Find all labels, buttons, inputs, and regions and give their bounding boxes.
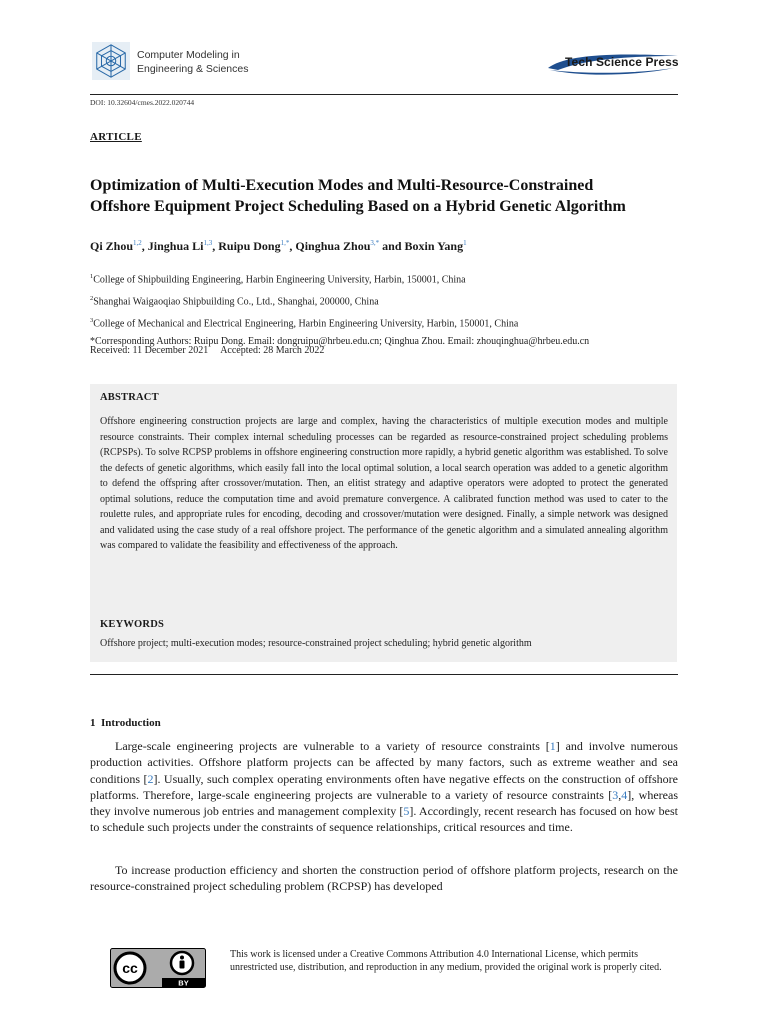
citation-link[interactable]: 1 [549,739,556,753]
affiliation-num: 3 [90,316,94,324]
cc-by-license-icon[interactable] [110,948,206,988]
by-text: BY [178,978,189,988]
journal-name-line1: Computer Modeling in [137,49,240,61]
affiliation-text: College of Shipbuilding Engineering, Harbin Engineering University, Harbin, 150001, China [93,274,466,286]
doi[interactable]: DOI: 10.32604/cmes.2022.020744 [90,98,195,107]
author-affil-sup[interactable]: 1,3 [203,239,213,247]
author-name: Qinghua Zhou [295,239,371,253]
abstract-heading: ABSTRACT [100,392,159,403]
paragraph-text: , [618,787,622,802]
paragraph-text: ]. Accordingly, recent research has focused on how best to schedule such projects under the constraints of sequence relationships, critical resources and time. [90,804,679,835]
affiliation-text: Shanghai Waigaoqiao Shipbuilding Co., Ltd., Shanghai, 200000, China [93,296,379,308]
section-number: 1 [90,717,96,729]
author-affil-sup[interactable]: 1 [463,239,467,247]
authors-and: and [382,239,402,253]
affiliation-text: Corresponding Authors: Ruipu Dong. Email: dongruipu@hrbeu.edu.cn; Qinghua Zhou. Email: zhouqinghua@hrbeu.edu.cn [95,336,590,348]
cc-text: cc [122,960,138,976]
paragraph-text: ] and involve numerous production activities. Offshore platform projects can be affected by many factors, such as extreme weather and sea conditions [ [90,739,678,786]
intro-paragraph-1 [90,738,678,836]
paragraph-text: Large-scale engineering projects are vulnerable to a variety of resource constraints [ [115,739,550,753]
citation-link[interactable]: 2 [147,771,154,786]
section-title: Introduction [101,717,161,729]
paper-title [90,175,690,217]
author-affil-sup[interactable]: 1,* [280,239,290,247]
citation-link[interactable]: 3 [612,787,619,802]
dates [90,345,324,356]
citation-link[interactable]: 5 [403,804,410,819]
citation-link[interactable]: 4 [621,787,628,802]
journal-name-line2: Engineering & Sciences [137,63,249,75]
license-text: This work is licensed under a Creative Commons Attribution 4.0 International License, which permits unrestricted use, distribution, and reproduction in any medium, provided the original work is properly cited. [230,949,662,973]
affiliation-item [90,290,589,312]
affiliation-list [90,268,589,352]
abstract-text: Offshore engineering construction projects are large and complex, having the characteristics of multiple execution modes and multiple resource constraints. Their complex internal scheduling processes can be regarded as resource-constrained project scheduling problems (RCPSPs). To solve RCPSP problems in offshore engineering construction more rapidly, a hybrid genetic algorithm was established. To solve the defects of genetic algorithms, which easily fall into the local optimal solution, a local search operation was added to a genetic algorithm to defend the offspring after crossover/mutation. Then, an elitist strategy and adaptive operators were adopted to protect the generated optimal solutions, reduce the computation time and avoid premature convergence. A calibrated function method was used to cater to the roulette rules, and appropriate rules for encoding, decoding and crossover/mutation were designed. Finally, a simple network was designed and validated using the case study of a real offshore project. The performance of the genetic algorithm and a simulated annealing algorithm was compared to validate the feasibility and effectiveness of the approach. [100,416,668,551]
section-heading-introduction [90,717,161,729]
paragraph-text: ]. Usually, such complex operating environments often have negative effects on the construction of offshore platforms. Therefore, large-scale engineering projects are vulnerable to a variety of resource constraints [ [90,771,678,802]
title-line1: Optimization of Multi-Execution Modes and Multi-Resource-Constrained [90,177,594,194]
author-name: Qi Zhou [90,239,134,253]
affiliation-num: 1 [90,273,94,280]
journal-name [137,48,249,76]
article-label: ARTICLE [90,131,142,143]
header-rule [90,94,678,95]
author-affil-sup[interactable]: 1,2 [133,239,142,247]
keywords-text: Offshore project; multi-execution modes; resource-constrained project scheduling; hybrid genetic algorithm [100,638,532,649]
accepted-date: Accepted: 28 March 2022 [220,345,325,356]
author-name: Ruipu Dong [218,239,281,253]
publisher-name: Tech Science Press [565,55,679,69]
paragraph-text: ], whereas they involve numerous job entries and management complexity [ [90,787,678,819]
title-line2: Offshore Equipment Project Scheduling Based on a Hybrid Genetic Algorithm [90,198,626,215]
affiliation-num: 2 [90,294,94,302]
author-list: Qi Zhou$^{1,2}$, Jinghua Li$^{1,3}$, Ruipu Dong$^{1,*}$, Qinghua Zhou$^{3,*}$ and Boxin Yang$^1$ [90,239,467,253]
affiliation-num: * [90,336,95,348]
affiliation-item [90,268,589,290]
affiliation-item [90,312,589,334]
section-rule [90,674,678,675]
journal-logo [92,42,130,80]
author-name: Jinghua Li [147,239,204,253]
intro-paragraph-2: To increase production efficiency and shorten the construction period of offshore platform projects, research on the resource-constrained project scheduling problem (RCPSP) has developed [90,863,678,894]
keywords-heading: KEYWORDS [100,619,165,630]
affiliation-text: College of Mechanical and Electrical Engineering, Harbin Engineering University, Harbin, 150001, China [93,317,519,329]
received-date: Received: 11 December 2021 [90,345,209,356]
author-name: Boxin Yang [404,239,464,253]
author-affil-sup[interactable]: 3,* [370,239,380,247]
